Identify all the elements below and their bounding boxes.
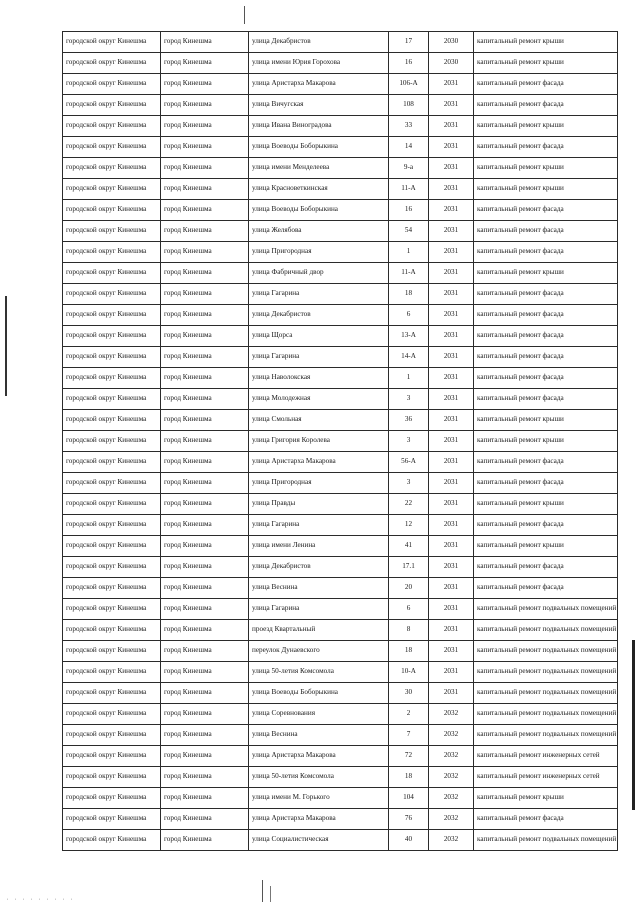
cell-locality: город Кинешма: [161, 137, 249, 158]
cell-district: городской округ Кинешма: [63, 788, 161, 809]
cell-locality: город Кинешма: [161, 578, 249, 599]
cell-year: 2031: [429, 158, 474, 179]
cell-work-type: капитальный ремонт фасада: [474, 809, 618, 830]
table-row: [63, 389, 618, 410]
cell-work-type: капитальный ремонт подвальных помещений: [474, 830, 618, 851]
cell-district: городской округ Кинешма: [63, 242, 161, 263]
cell-year: 2031: [429, 473, 474, 494]
cell-locality: город Кинешма: [161, 389, 249, 410]
cell-locality: город Кинешма: [161, 95, 249, 116]
cell-year: 2031: [429, 116, 474, 137]
cell-street: улица Веснина: [249, 578, 389, 599]
cell-year: 2031: [429, 431, 474, 452]
cell-street: улица Воеводы Боборыкина: [249, 200, 389, 221]
table-row: [63, 158, 618, 179]
table-row: [63, 326, 618, 347]
cell-year: 2032: [429, 704, 474, 725]
table-body: [63, 32, 618, 851]
cell-street: улица Декабристов: [249, 557, 389, 578]
cell-work-type: капитальный ремонт фасада: [474, 389, 618, 410]
cell-work-type: капитальный ремонт крыши: [474, 494, 618, 515]
cell-district: городской округ Кинешма: [63, 389, 161, 410]
cell-house-number: 1: [389, 242, 429, 263]
cell-street: улица имени Менделеева: [249, 158, 389, 179]
cell-work-type: капитальный ремонт фасада: [474, 368, 618, 389]
cell-district: городской округ Кинешма: [63, 557, 161, 578]
cell-work-type: капитальный ремонт фасада: [474, 473, 618, 494]
cell-district: городской округ Кинешма: [63, 284, 161, 305]
cell-district: городской округ Кинешма: [63, 725, 161, 746]
table-row: [63, 620, 618, 641]
cell-work-type: капитальный ремонт фасада: [474, 200, 618, 221]
cell-house-number: 41: [389, 536, 429, 557]
cell-house-number: 10-А: [389, 662, 429, 683]
cell-house-number: 12: [389, 515, 429, 536]
cell-locality: город Кинешма: [161, 347, 249, 368]
table-row: [63, 557, 618, 578]
cell-locality: город Кинешма: [161, 809, 249, 830]
cell-work-type: капитальный ремонт фасада: [474, 326, 618, 347]
cell-year: 2031: [429, 368, 474, 389]
cell-year: 2031: [429, 95, 474, 116]
cell-house-number: 6: [389, 305, 429, 326]
cell-house-number: 16: [389, 200, 429, 221]
cell-work-type: капитальный ремонт крыши: [474, 410, 618, 431]
cell-house-number: 36: [389, 410, 429, 431]
cell-street: улица Аристарха Макарова: [249, 452, 389, 473]
cell-work-type: капитальный ремонт крыши: [474, 536, 618, 557]
cell-work-type: капитальный ремонт крыши: [474, 179, 618, 200]
cell-work-type: капитальный ремонт фасада: [474, 95, 618, 116]
table-row: [63, 641, 618, 662]
table-row: [63, 116, 618, 137]
cell-work-type: капитальный ремонт крыши: [474, 158, 618, 179]
cell-district: городской округ Кинешма: [63, 620, 161, 641]
table-row: [63, 284, 618, 305]
cell-house-number: 14: [389, 137, 429, 158]
cell-district: городской округ Кинешма: [63, 641, 161, 662]
cell-street: улица Григория Королева: [249, 431, 389, 452]
cell-house-number: 11-А: [389, 263, 429, 284]
table-row: [63, 746, 618, 767]
cell-year: 2032: [429, 746, 474, 767]
table-row: [63, 410, 618, 431]
cell-locality: город Кинешма: [161, 326, 249, 347]
cell-street: улица Аристарха Макарова: [249, 746, 389, 767]
cell-year: 2031: [429, 74, 474, 95]
cell-work-type: капитальный ремонт крыши: [474, 32, 618, 53]
cell-work-type: капитальный ремонт инженерных сетей: [474, 746, 618, 767]
table-row: [63, 137, 618, 158]
cell-locality: город Кинешма: [161, 767, 249, 788]
cell-locality: город Кинешма: [161, 116, 249, 137]
cell-year: 2032: [429, 809, 474, 830]
cell-street: улица Аристарха Макарова: [249, 74, 389, 95]
cell-house-number: 3: [389, 389, 429, 410]
table-row: [63, 368, 618, 389]
table-row: [63, 536, 618, 557]
cell-house-number: 11-А: [389, 179, 429, 200]
cell-locality: город Кинешма: [161, 788, 249, 809]
cell-house-number: 3: [389, 473, 429, 494]
scan-edge-left: [5, 296, 7, 396]
cell-street: улица Воеводы Боборыкина: [249, 683, 389, 704]
cell-district: городской округ Кинешма: [63, 410, 161, 431]
cell-year: 2032: [429, 767, 474, 788]
table-row: [63, 221, 618, 242]
cell-house-number: 18: [389, 767, 429, 788]
cell-house-number: 40: [389, 830, 429, 851]
cell-district: городской округ Кинешма: [63, 368, 161, 389]
cell-house-number: 76: [389, 809, 429, 830]
cell-work-type: капитальный ремонт фасада: [474, 452, 618, 473]
cell-district: городской округ Кинешма: [63, 200, 161, 221]
cell-street: улица имени Юрия Горохова: [249, 53, 389, 74]
cell-house-number: 20: [389, 578, 429, 599]
cell-locality: город Кинешма: [161, 179, 249, 200]
cell-district: городской округ Кинешма: [63, 326, 161, 347]
cell-locality: город Кинешма: [161, 473, 249, 494]
cell-house-number: 56-А: [389, 452, 429, 473]
cell-district: городской округ Кинешма: [63, 137, 161, 158]
cell-locality: город Кинешма: [161, 158, 249, 179]
table-row: [63, 242, 618, 263]
cell-work-type: капитальный ремонт фасада: [474, 137, 618, 158]
table-row: [63, 830, 618, 851]
cell-street: улица Красноветкинская: [249, 179, 389, 200]
cell-district: городской округ Кинешма: [63, 452, 161, 473]
cell-district: городской округ Кинешма: [63, 473, 161, 494]
scan-edge-right: [632, 640, 635, 810]
cell-street: улица Молодежная: [249, 389, 389, 410]
cell-street: улица Веснина: [249, 725, 389, 746]
cell-street: улица Гагарина: [249, 347, 389, 368]
cell-street: улица Воеводы Боборыкина: [249, 137, 389, 158]
cell-house-number: 16: [389, 53, 429, 74]
cell-year: 2031: [429, 599, 474, 620]
table-row: [63, 263, 618, 284]
table-row: [63, 515, 618, 536]
cell-year: 2032: [429, 830, 474, 851]
cell-work-type: капитальный ремонт подвальных помещений: [474, 641, 618, 662]
cell-district: городской округ Кинешма: [63, 431, 161, 452]
cell-district: городской округ Кинешма: [63, 305, 161, 326]
cell-year: 2032: [429, 725, 474, 746]
cell-house-number: 1: [389, 368, 429, 389]
cell-year: 2031: [429, 284, 474, 305]
cell-district: городской округ Кинешма: [63, 74, 161, 95]
cell-house-number: 104: [389, 788, 429, 809]
table-row: [63, 431, 618, 452]
cell-work-type: капитальный ремонт фасада: [474, 242, 618, 263]
cell-locality: город Кинешма: [161, 830, 249, 851]
cell-street: проезд Квартальный: [249, 620, 389, 641]
table-row: [63, 74, 618, 95]
cell-district: городской округ Кинешма: [63, 515, 161, 536]
cell-work-type: капитальный ремонт фасада: [474, 284, 618, 305]
cell-locality: город Кинешма: [161, 662, 249, 683]
cell-street: улица Пригородная: [249, 242, 389, 263]
cell-work-type: капитальный ремонт крыши: [474, 431, 618, 452]
cell-street: улица Декабристов: [249, 305, 389, 326]
cell-street: улица Соревнования: [249, 704, 389, 725]
cell-house-number: 33: [389, 116, 429, 137]
cell-street: улица Желябова: [249, 221, 389, 242]
table-row: [63, 200, 618, 221]
table-row: [63, 32, 618, 53]
cell-locality: город Кинешма: [161, 242, 249, 263]
cell-locality: город Кинешма: [161, 221, 249, 242]
cell-district: городской округ Кинешма: [63, 683, 161, 704]
cell-year: 2031: [429, 305, 474, 326]
cell-year: 2031: [429, 452, 474, 473]
cell-house-number: 2: [389, 704, 429, 725]
cell-year: 2032: [429, 788, 474, 809]
cell-year: 2031: [429, 515, 474, 536]
cell-year: 2031: [429, 179, 474, 200]
cell-year: 2031: [429, 242, 474, 263]
cell-work-type: капитальный ремонт фасада: [474, 221, 618, 242]
scan-footer-mark: · · · · · · · · ·: [6, 897, 75, 903]
table-row: [63, 662, 618, 683]
cell-work-type: капитальный ремонт фасада: [474, 578, 618, 599]
cell-house-number: 17: [389, 32, 429, 53]
cell-work-type: капитальный ремонт подвальных помещений: [474, 599, 618, 620]
cell-district: городской округ Кинешма: [63, 767, 161, 788]
table-row: [63, 494, 618, 515]
cell-work-type: капитальный ремонт подвальных помещений: [474, 725, 618, 746]
cell-street: переулок Дунаевского: [249, 641, 389, 662]
cell-locality: город Кинешма: [161, 368, 249, 389]
cell-work-type: капитальный ремонт фасада: [474, 74, 618, 95]
cell-locality: город Кинешма: [161, 536, 249, 557]
cell-district: городской округ Кинешма: [63, 746, 161, 767]
table-row: [63, 725, 618, 746]
cell-locality: город Кинешма: [161, 725, 249, 746]
cell-year: 2031: [429, 410, 474, 431]
cell-street: улица Гагарина: [249, 599, 389, 620]
cell-locality: город Кинешма: [161, 746, 249, 767]
cell-district: городской округ Кинешма: [63, 179, 161, 200]
cell-locality: город Кинешма: [161, 599, 249, 620]
table-row: [63, 473, 618, 494]
cell-street: улица 50-летия Комсомола: [249, 662, 389, 683]
cell-street: улица Гагарина: [249, 515, 389, 536]
cell-house-number: 18: [389, 641, 429, 662]
cell-year: 2031: [429, 389, 474, 410]
table-row: [63, 704, 618, 725]
cell-street: улица имени Ленина: [249, 536, 389, 557]
cell-year: 2031: [429, 137, 474, 158]
cell-work-type: капитальный ремонт крыши: [474, 788, 618, 809]
cell-district: городской округ Кинешма: [63, 599, 161, 620]
cell-district: городской округ Кинешма: [63, 95, 161, 116]
cell-house-number: 22: [389, 494, 429, 515]
cell-locality: город Кинешма: [161, 704, 249, 725]
cell-district: городской округ Кинешма: [63, 704, 161, 725]
cell-house-number: 106-А: [389, 74, 429, 95]
cell-house-number: 72: [389, 746, 429, 767]
cell-year: 2031: [429, 662, 474, 683]
cell-locality: город Кинешма: [161, 74, 249, 95]
cell-year: 2030: [429, 32, 474, 53]
cell-year: 2031: [429, 557, 474, 578]
cell-locality: город Кинешма: [161, 263, 249, 284]
cell-district: городской округ Кинешма: [63, 536, 161, 557]
cell-work-type: капитальный ремонт фасада: [474, 557, 618, 578]
cell-year: 2031: [429, 578, 474, 599]
cell-house-number: 54: [389, 221, 429, 242]
cell-year: 2031: [429, 200, 474, 221]
table-row: [63, 809, 618, 830]
table-row: [63, 788, 618, 809]
cell-district: городской округ Кинешма: [63, 347, 161, 368]
cell-street: улица Фабричный двор: [249, 263, 389, 284]
cell-house-number: 18: [389, 284, 429, 305]
cell-year: 2031: [429, 347, 474, 368]
cell-district: городской округ Кинешма: [63, 662, 161, 683]
cell-house-number: 9-а: [389, 158, 429, 179]
cell-locality: город Кинешма: [161, 641, 249, 662]
cell-street: улица Аристарха Макарова: [249, 809, 389, 830]
cell-street: улица Смольная: [249, 410, 389, 431]
cell-street: улица Наволокская: [249, 368, 389, 389]
cell-street: улица имени М. Горького: [249, 788, 389, 809]
cell-house-number: 13-А: [389, 326, 429, 347]
cell-locality: город Кинешма: [161, 683, 249, 704]
cell-work-type: капитальный ремонт крыши: [474, 53, 618, 74]
cell-year: 2031: [429, 263, 474, 284]
cell-work-type: капитальный ремонт фасада: [474, 347, 618, 368]
cell-locality: город Кинешма: [161, 53, 249, 74]
cell-work-type: капитальный ремонт подвальных помещений: [474, 662, 618, 683]
cell-locality: город Кинешма: [161, 620, 249, 641]
cell-house-number: 3: [389, 431, 429, 452]
cell-district: городской округ Кинешма: [63, 116, 161, 137]
cell-house-number: 14-А: [389, 347, 429, 368]
table-row: [63, 452, 618, 473]
cell-year: 2031: [429, 536, 474, 557]
cell-house-number: 8: [389, 620, 429, 641]
cell-district: городской округ Кинешма: [63, 809, 161, 830]
cell-street: улица Вичугская: [249, 95, 389, 116]
cell-district: городской округ Кинешма: [63, 53, 161, 74]
cell-year: 2031: [429, 620, 474, 641]
cell-district: городской округ Кинешма: [63, 263, 161, 284]
scan-mark-bottom: [262, 880, 263, 902]
table-row: [63, 683, 618, 704]
cell-street: улица Пригородная: [249, 473, 389, 494]
cell-locality: город Кинешма: [161, 410, 249, 431]
cell-house-number: 17.1: [389, 557, 429, 578]
cell-work-type: капитальный ремонт фасада: [474, 515, 618, 536]
cell-work-type: капитальный ремонт крыши: [474, 116, 618, 137]
cell-district: городской округ Кинешма: [63, 158, 161, 179]
cell-locality: город Кинешма: [161, 200, 249, 221]
table-row: [63, 95, 618, 116]
cell-locality: город Кинешма: [161, 515, 249, 536]
cell-work-type: капитальный ремонт подвальных помещений: [474, 683, 618, 704]
cell-work-type: капитальный ремонт фасада: [474, 305, 618, 326]
scan-mark-top: [244, 6, 245, 24]
cell-street: улица 50-летия Комсомола: [249, 767, 389, 788]
cell-work-type: капитальный ремонт крыши: [474, 263, 618, 284]
cell-house-number: 30: [389, 683, 429, 704]
cell-work-type: капитальный ремонт инженерных сетей: [474, 767, 618, 788]
cell-street: улица Ивана Виноградова: [249, 116, 389, 137]
cell-work-type: капитальный ремонт подвальных помещений: [474, 704, 618, 725]
cell-district: городской округ Кинешма: [63, 221, 161, 242]
cell-district: городской округ Кинешма: [63, 494, 161, 515]
cell-year: 2031: [429, 326, 474, 347]
cell-locality: город Кинешма: [161, 431, 249, 452]
cell-year: 2031: [429, 641, 474, 662]
cell-house-number: 108: [389, 95, 429, 116]
cell-street: улица Правды: [249, 494, 389, 515]
cell-street: улица Декабристов: [249, 32, 389, 53]
scan-mark-bottom-2: [270, 886, 271, 902]
cell-house-number: 7: [389, 725, 429, 746]
table-row: [63, 305, 618, 326]
table-row: [63, 179, 618, 200]
table-row: [63, 599, 618, 620]
cell-street: улица Щорса: [249, 326, 389, 347]
cell-house-number: 6: [389, 599, 429, 620]
repair-schedule-table: [62, 31, 618, 851]
cell-year: 2031: [429, 494, 474, 515]
cell-work-type: капитальный ремонт подвальных помещений: [474, 620, 618, 641]
cell-locality: город Кинешма: [161, 452, 249, 473]
cell-year: 2030: [429, 53, 474, 74]
cell-locality: город Кинешма: [161, 32, 249, 53]
cell-year: 2031: [429, 683, 474, 704]
cell-district: городской округ Кинешма: [63, 830, 161, 851]
table-row: [63, 53, 618, 74]
table-row: [63, 347, 618, 368]
cell-locality: город Кинешма: [161, 494, 249, 515]
table-row: [63, 767, 618, 788]
table-row: [63, 578, 618, 599]
cell-street: улица Гагарина: [249, 284, 389, 305]
cell-locality: город Кинешма: [161, 305, 249, 326]
cell-district: городской округ Кинешма: [63, 32, 161, 53]
cell-street: улица Социалистическая: [249, 830, 389, 851]
cell-locality: город Кинешма: [161, 284, 249, 305]
cell-district: городской округ Кинешма: [63, 578, 161, 599]
cell-year: 2031: [429, 221, 474, 242]
cell-locality: город Кинешма: [161, 557, 249, 578]
